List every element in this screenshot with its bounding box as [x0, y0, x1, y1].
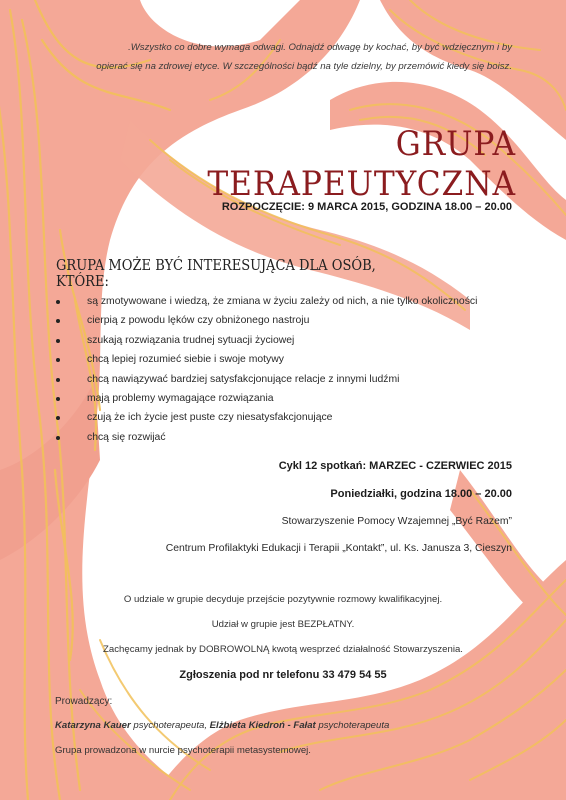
- bullet-icon: [56, 358, 60, 362]
- qualification-note: O udziale w grupie decyduje przejście pozytywnie rozmowy kwalifikacyjnej.: [123, 594, 443, 605]
- bullet-icon: [56, 300, 60, 304]
- quote-line-2: opierać się na zdrowej etyce. W szczególności bądź na tyle dzielny, by przemówić kiedy się boisz.: [96, 61, 512, 72]
- start-date: ROZPOCZĘCIE: 9 MARCA 2015, GODZINA 18.00 – 20.00: [221, 201, 512, 213]
- list-item: są zmotywowane i wiedzą, że zmiana w życiu zależy od nich, a nie tylko okoliczności: [56, 292, 526, 311]
- schedule-info: Poniedziałki, godzina 18.00 – 20.00: [330, 488, 512, 500]
- venue-address: Centrum Profilaktyki Edukacji i Terapii „Kontakt”, ul. Ks. Janusza 3, Cieszyn: [165, 543, 512, 554]
- list-item: czują że ich życie jest puste czy niesatysfakcjonujące: [56, 408, 526, 427]
- bullet-icon: [56, 378, 60, 382]
- page-title: GRUPA TERAPEUTYCZNA: [207, 124, 516, 204]
- leaders-label: Prowadzący:: [55, 696, 113, 707]
- leader-2-role: psychoterapeuta: [315, 720, 390, 731]
- target-audience-heading: GRUPA MOŻE BYĆ INTERESUJĄCA DLA OSÓB, KTÓRE:: [56, 258, 376, 290]
- list-item: chcą lepiej rozumieć siebie i swoje motywy: [56, 350, 526, 369]
- list-item: chcą się rozwijać: [56, 428, 526, 447]
- quote-line-1: .Wszystko co dobre wymaga odwagi. Odnajdź odwagę by kochać, by być wdzięcznym i by: [128, 42, 512, 53]
- donation-note: Zachęcamy jednak by DOBROWOLNĄ kwotą wesprzeć działalność Stowarzyszenia.: [103, 644, 463, 655]
- list-item: cierpią z powodu lęków czy obniżonego nastroju: [56, 311, 526, 330]
- method-note: Grupa prowadzona w nurcie psychoterapii metasystemowej.: [55, 745, 311, 756]
- organizer-name: Stowarzyszenie Pomocy Wzajemnej „Być Razem”: [281, 516, 512, 527]
- bullet-icon: [56, 416, 60, 420]
- bullet-icon: [56, 436, 60, 440]
- bullet-icon: [56, 319, 60, 323]
- cycle-info: Cykl 12 spotkań: MARZEC - CZERWIEC 2015: [278, 460, 512, 472]
- leader-1-role: psychoterapeuta,: [130, 720, 210, 731]
- registration-phone: Zgłoszenia pod nr telefonu 33 479 54 55: [179, 669, 387, 681]
- leaders-line: [55, 720, 389, 731]
- leader-1-name: Katarzyna Kauer: [55, 720, 131, 731]
- motto-quote: [40, 38, 512, 76]
- free-note: Udział w grupie jest BEZPŁATNY.: [211, 619, 355, 630]
- bullet-icon: [56, 339, 60, 343]
- audience-list: [56, 292, 526, 447]
- list-item: chcą nawiązywać bardziej satysfakcjonujące relacje z innymi ludźmi: [56, 370, 526, 389]
- list-item: mają problemy wymagające rozwiązania: [56, 389, 526, 408]
- leader-2-name: Elżbieta Kiedroń - Fałat: [209, 720, 316, 731]
- bullet-icon: [56, 397, 60, 401]
- list-item: szukają rozwiązania trudnej sytuacji życiowej: [56, 331, 526, 350]
